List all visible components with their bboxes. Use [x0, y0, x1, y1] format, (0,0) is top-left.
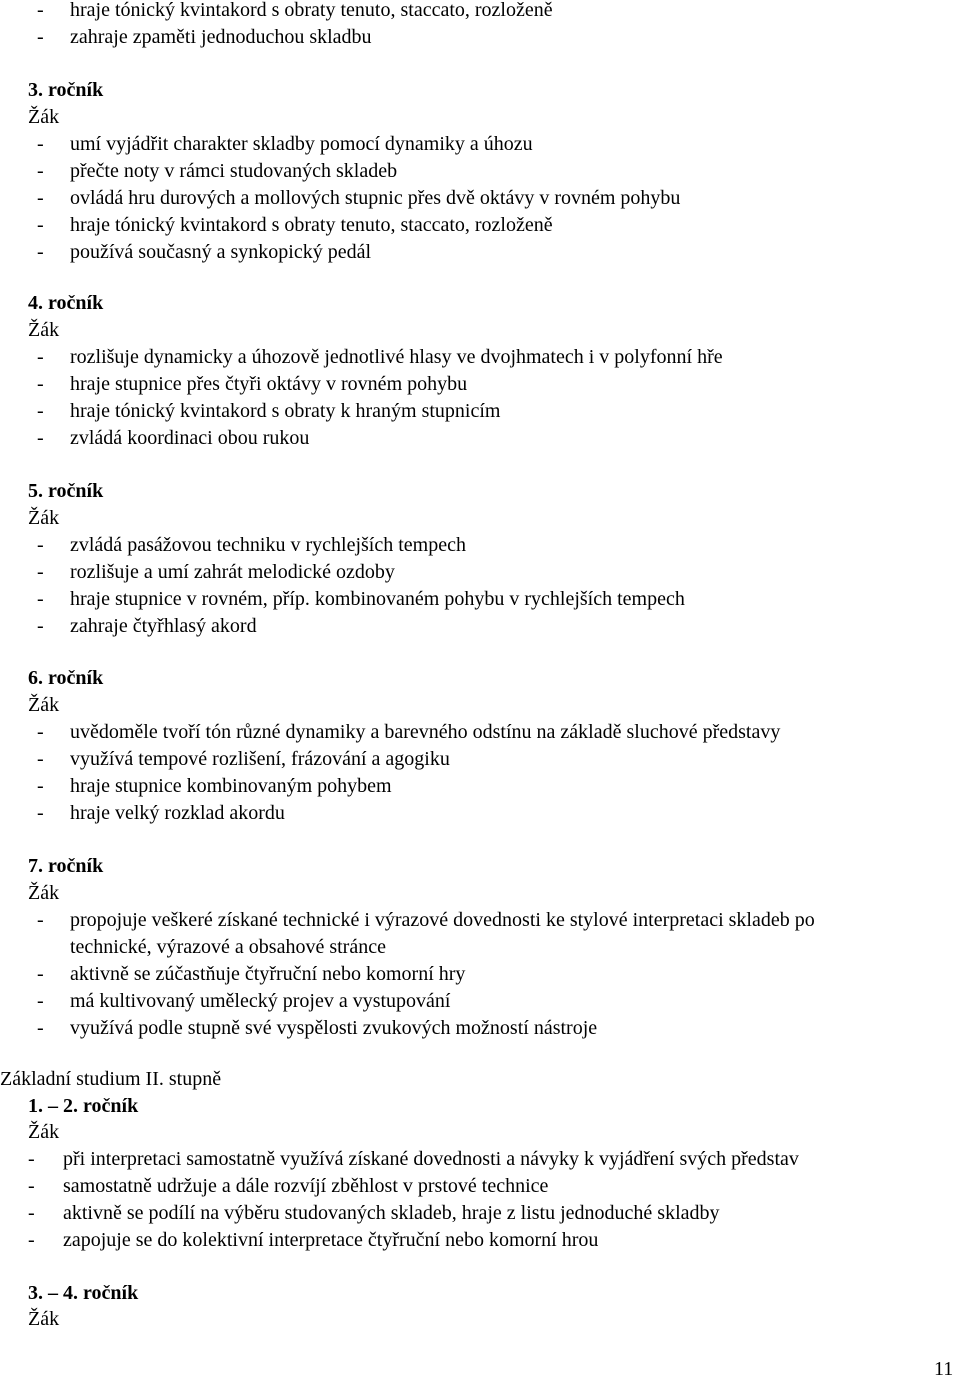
section-subtitle: Žák	[28, 1121, 60, 1143]
list-item-text: samostatně udržuje a dále rozvíjí zběhlost v prstové technice	[63, 1175, 549, 1197]
list-dash: -	[28, 1229, 35, 1251]
list-dash: -	[37, 133, 44, 155]
section-subtitle: Žák	[28, 694, 60, 716]
list-item-text: používá současný a synkopický pedál	[70, 241, 372, 263]
list-item-text: umí vyjádřit charakter skladby pomocí dynamiky a úhozu	[70, 133, 533, 155]
list-dash: -	[37, 160, 44, 182]
section-subtitle: Žák	[28, 106, 60, 128]
list-item-text: hraje velký rozklad akordu	[70, 802, 285, 824]
list-dash: -	[37, 26, 44, 48]
list-item-text: hraje stupnice v rovném, příp. kombinovaném pohybu v rychlejších tempech	[70, 588, 685, 610]
list-item-text: zvládá koordinaci obou rukou	[70, 427, 310, 449]
list-dash: -	[37, 909, 44, 931]
section-title: 6. ročník	[28, 667, 104, 689]
list-item-text: využívá podle stupně své vyspělosti zvukových možností nástroje	[70, 1017, 598, 1039]
list-dash: -	[37, 1017, 44, 1039]
list-item-text: uvědoměle tvoří tón různé dynamiky a barevného odstínu na základě sluchové představy	[70, 721, 781, 743]
list-dash: -	[37, 721, 44, 743]
list-dash: -	[28, 1148, 35, 1170]
section-subtitle: Žák	[28, 882, 60, 904]
list-dash: -	[28, 1175, 35, 1197]
list-item-text: ovládá hru durových a mollových stupnic přes dvě oktávy v rovném pohybu	[70, 187, 681, 209]
section-subtitle: Žák	[28, 319, 60, 341]
list-item-text: rozlišuje a umí zahrát melodické ozdoby	[70, 561, 395, 583]
list-item-text: propojuje veškeré získané technické i výrazové dovednosti ke stylové interpretaci skladeb po	[70, 909, 815, 931]
list-item-text: hraje tónický kvintakord s obraty tenuto, staccato, rozloženě	[70, 214, 553, 236]
section-title: 7. ročník	[28, 855, 104, 877]
page-number: 11	[934, 1358, 954, 1380]
section-title: 3. – 4. ročník	[28, 1282, 139, 1304]
section-title: 5. ročník	[28, 480, 104, 502]
list-item-text: rozlišuje dynamicky a úhozově jednotlivé hlasy ve dvojhmatech i v polyfonní hře	[70, 346, 723, 368]
list-dash: -	[37, 748, 44, 770]
list-item-text: technické, výrazové a obsahové stránce	[70, 936, 386, 958]
list-item-text: při interpretaci samostatně využívá získané dovednosti a návyky k vyjádření svých představ	[63, 1148, 799, 1170]
list-item-text: aktivně se podílí na výběru studovaných skladeb, hraje z listu jednoduché skladby	[63, 1202, 720, 1224]
list-item-text: zahraje zpaměti jednoduchou skladbu	[70, 26, 372, 48]
list-dash: -	[37, 534, 44, 556]
list-item-text: využívá tempové rozlišení, frázování a agogiku	[70, 748, 450, 770]
list-item-text: hraje stupnice kombinovaným pohybem	[70, 775, 392, 797]
section-subtitle: Žák	[28, 507, 60, 529]
list-dash: -	[37, 802, 44, 824]
section-title: 3. ročník	[28, 79, 104, 101]
list-dash: -	[37, 775, 44, 797]
list-item-text: hraje stupnice přes čtyři oktávy v rovném pohybu	[70, 373, 468, 395]
list-item-text: hraje tónický kvintakord s obraty tenuto, staccato, rozloženě	[70, 0, 553, 21]
list-dash: -	[37, 0, 44, 21]
list-item-text: zvládá pasážovou techniku v rychlejších tempech	[70, 534, 466, 556]
list-dash: -	[37, 187, 44, 209]
list-dash: -	[37, 561, 44, 583]
list-item-text: aktivně se zúčastňuje čtyřruční nebo komorní hry	[70, 963, 466, 985]
list-dash: -	[37, 214, 44, 236]
list-dash: -	[37, 400, 44, 422]
list-dash: -	[37, 346, 44, 368]
list-item-text: přečte noty v rámci studovaných skladeb	[70, 160, 398, 182]
list-item-text: zahraje čtyřhlasý akord	[70, 615, 257, 637]
list-item-text: má kultivovaný umělecký projev a vystupování	[70, 990, 451, 1012]
section-title: 4. ročník	[28, 292, 104, 314]
list-dash: -	[37, 615, 44, 637]
list-dash: -	[37, 963, 44, 985]
part-title: Základní studium II. stupně	[0, 1068, 222, 1090]
list-item-text: zapojuje se do kolektivní interpretace čtyřruční nebo komorní hrou	[63, 1229, 599, 1251]
list-dash: -	[28, 1202, 35, 1224]
list-dash: -	[37, 990, 44, 1012]
list-item-text: hraje tónický kvintakord s obraty k hraným stupnicím	[70, 400, 501, 422]
list-dash: -	[37, 427, 44, 449]
section-title: 1. – 2. ročník	[28, 1095, 139, 1117]
list-dash: -	[37, 241, 44, 263]
list-dash: -	[37, 373, 44, 395]
section-subtitle: Žák	[28, 1308, 60, 1330]
list-dash: -	[37, 588, 44, 610]
